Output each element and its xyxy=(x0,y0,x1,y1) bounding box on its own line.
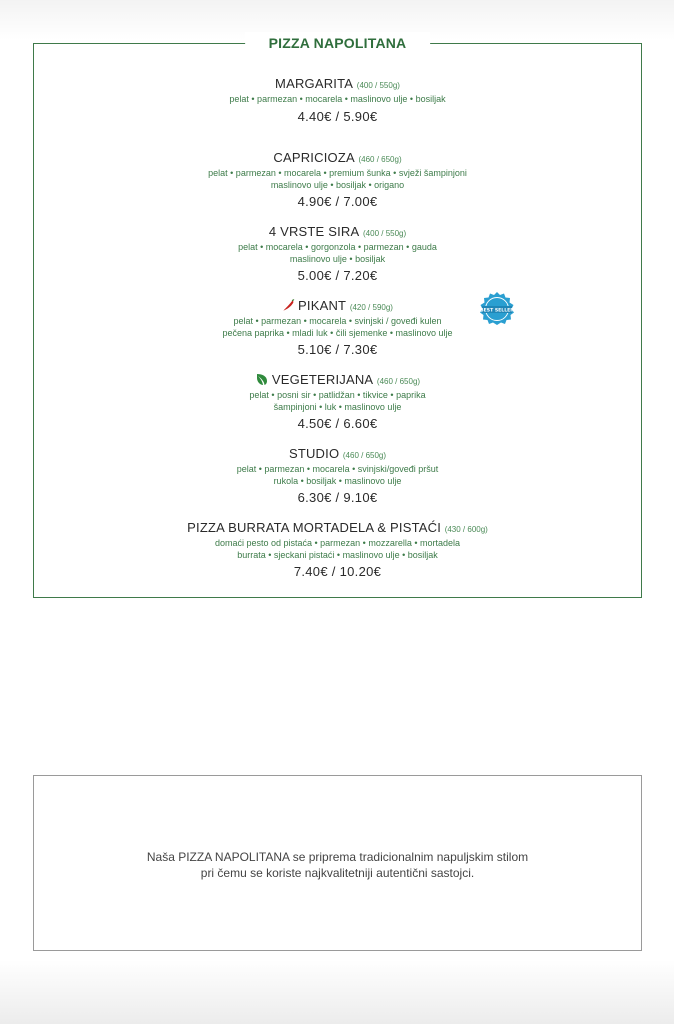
item-size: (460 / 650g) xyxy=(376,377,421,386)
item-ingredients: burrata • sjeckani pistaći • maslinovo ulje • bosiljak xyxy=(237,549,438,560)
item-ingredients: šampinjoni • luk • maslinovo ulje xyxy=(273,401,402,412)
menu-item-pizza-burrata xyxy=(34,520,641,594)
best-seller-badge-icon xyxy=(478,291,516,329)
note-box xyxy=(33,775,642,951)
item-price: 5.00€ / 7.20€ xyxy=(297,268,378,283)
item-size: (430 / 600g) xyxy=(444,525,488,534)
menu-item-vegeterijana xyxy=(34,372,641,446)
item-price: 5.10€ / 7.30€ xyxy=(297,342,378,357)
item-name: PIKANT xyxy=(298,298,347,313)
item-ingredients: pelat • posni sir • patlidžan • tikvice • paprika xyxy=(249,390,426,400)
item-size: (460 / 650g) xyxy=(342,451,387,460)
pizza-napolitana-section xyxy=(33,35,642,598)
item-price: 4.50€ / 6.60€ xyxy=(297,416,378,431)
item-ingredients: maslinovo ulje • bosiljak • origano xyxy=(270,179,405,190)
menu-item-pikant xyxy=(34,298,641,372)
item-price: 4.40€ / 5.90€ xyxy=(297,108,378,124)
leaf-icon xyxy=(255,372,269,390)
item-ingredients: pelat • mocarela • gorgonzola • parmezan • gauda xyxy=(238,242,437,252)
item-name: CAPRICIOZA xyxy=(273,150,355,165)
item-size: (460 / 650g) xyxy=(358,155,402,164)
menu-items xyxy=(34,76,641,594)
item-ingredients: domaći pesto od pistaća • parmezan • mozzarella • mortadela xyxy=(214,538,461,548)
item-name: MARGARITA xyxy=(275,76,354,91)
item-ingredients: maslinovo ulje • bosiljak xyxy=(289,253,386,264)
note-text xyxy=(34,849,641,881)
section-title: PIZZA NAPOLITANA xyxy=(245,32,431,54)
item-size: (400 / 550g) xyxy=(363,229,407,238)
item-ingredients: pelat • parmezan • mocarela • svinjski/goveđi pršut xyxy=(236,464,439,474)
item-price: 7.40€ / 10.20€ xyxy=(293,564,382,579)
item-name: VEGETERIJANA xyxy=(271,372,374,387)
menu-item-4-vrste-sira xyxy=(34,224,641,298)
note-line-1: Naša PIZZA NAPOLITANA se priprema tradicionalnim napuljskim stilom xyxy=(146,850,529,864)
item-ingredients: pelat • parmezan • mocarela • svinjski / goveđi kulen xyxy=(233,316,442,326)
menu-item-studio xyxy=(34,446,641,520)
item-size: (400 / 550g) xyxy=(356,81,400,90)
menu-item-margarita xyxy=(34,76,641,150)
item-ingredients: pelat • parmezan • mocarela • maslinovo ulje • bosiljak xyxy=(229,94,446,104)
item-ingredients: pelat • parmezan • mocarela • premium šunka • svježi šampinjoni xyxy=(208,168,467,178)
item-name: PIZZA BURRATA MORTADELA & PISTAĆI xyxy=(187,520,442,535)
badge-text: BEST SELLER xyxy=(480,308,514,314)
item-size: (420 / 590g) xyxy=(349,303,393,312)
chili-icon xyxy=(282,299,295,316)
item-ingredients: rukola • bosiljak • maslinovo ulje xyxy=(273,475,402,486)
item-name: STUDIO xyxy=(288,446,340,461)
item-ingredients: pečena paprika • mladi luk • čili sjemenke • maslinovo ulje xyxy=(222,327,453,338)
menu-item-capricioza xyxy=(34,150,641,224)
item-price: 4.90€ / 7.00€ xyxy=(297,194,378,209)
item-name: 4 VRSTE SIRA xyxy=(268,224,360,239)
note-line-2: pri čemu se koriste najkvalitetniji autentični sastojci. xyxy=(200,866,475,880)
item-price: 6.30€ / 9.10€ xyxy=(297,490,378,505)
